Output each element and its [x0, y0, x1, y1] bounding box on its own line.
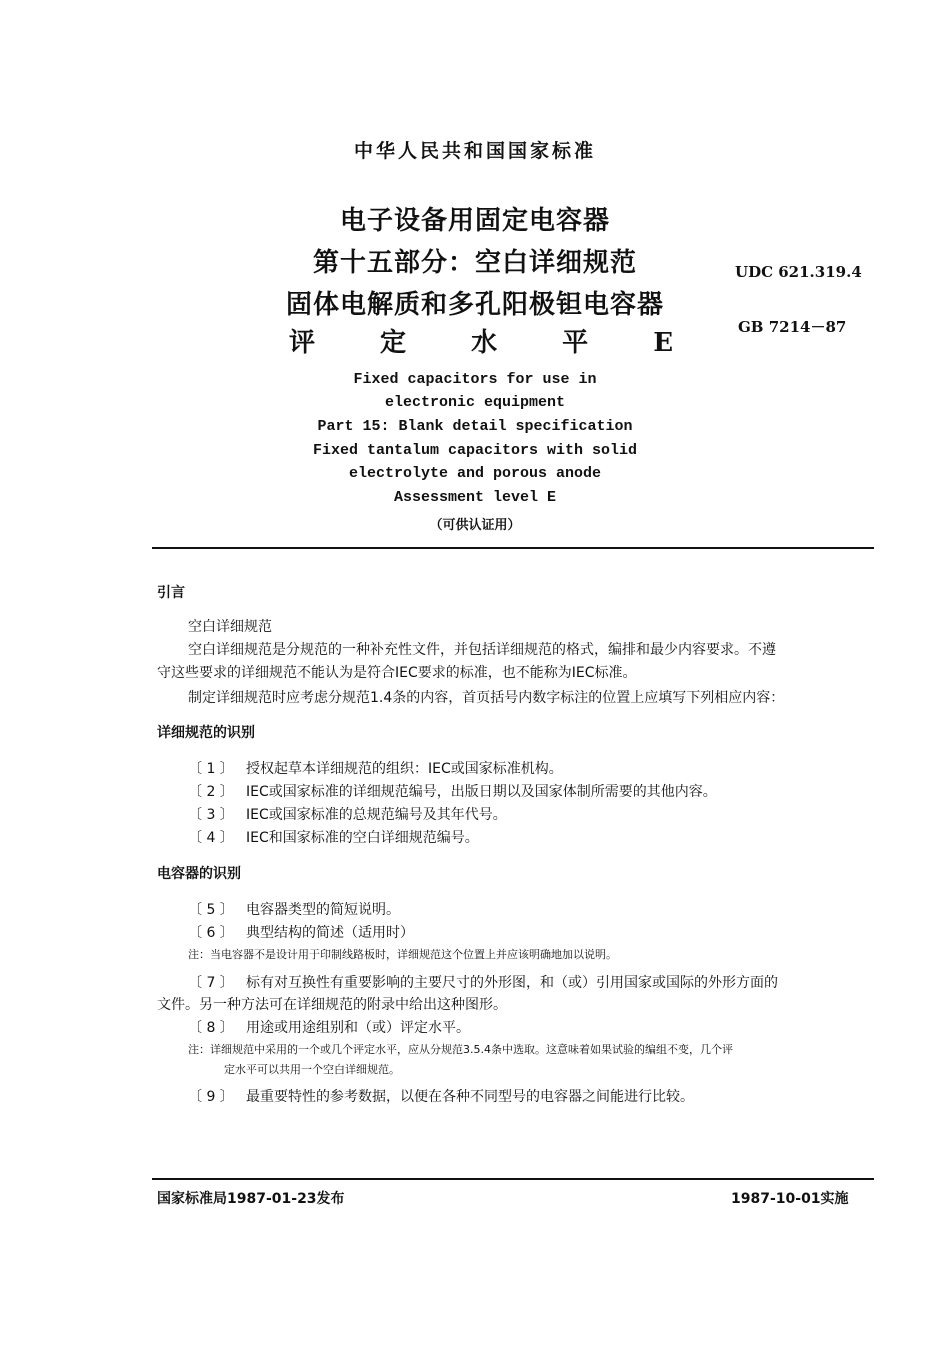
title-zh-line-4: 评 定 水 平 E [288, 328, 702, 358]
list-item [188, 758, 563, 778]
list-item [188, 827, 479, 847]
title-en-line-6: Assessment level E [393, 489, 557, 506]
intro-paragraph-2-line-1: 空白详细规范是分规范的一种补充性文件，并包括详细规范的格式，编排和最少内容要求。不遵 [188, 642, 776, 658]
list-item [188, 922, 414, 942]
title-zh-line-2: 第十五部分：空白详细规范 [312, 248, 637, 278]
list-item [188, 1017, 470, 1037]
item-text: 授权起草本详细规范的组织：IEC或国家标准机构。 [246, 761, 563, 777]
item-7-continuation: 文件。另一种方法可在详细规范的附录中给出这种图形。 [157, 997, 507, 1013]
note-assessment-level-line-1: 注：详细规范中采用的一个或几个评定水平，应从分规范3.5.4条中选取。这意味着如果试验的编组不变，几个评 [188, 1043, 733, 1056]
item-number: 〔 7 〕 [188, 975, 234, 991]
item-text: 标有对互换性有重要影响的主要尺寸的外形图，和（或）引用国家或国际的外形方面的 [246, 975, 778, 991]
item-number: 〔 6 〕 [188, 925, 234, 941]
item-number: 〔 8 〕 [188, 1020, 234, 1036]
item-text: 最重要特性的参考数据，以便在各种不同型号的电容器之间能进行比较。 [246, 1089, 694, 1105]
note-pcb: 注：当电容器不是设计用于印制线路板时，详细规范这个位置上并应该明确地加以说明。 [188, 948, 617, 961]
section-heading-spec-identification: 详细规范的识别 [157, 725, 255, 741]
title-en-line-2: electronic equipment [384, 394, 566, 411]
bottom-divider [152, 1178, 874, 1180]
intro-paragraph-3: 制定详细规范时应考虑分规范1.4条的内容，首页括号内数字标注的位置上应填写下列相应内容： [188, 690, 785, 706]
item-text: IEC或国家标准的总规范编号及其年代号。 [246, 807, 507, 823]
list-item [188, 972, 778, 992]
item-number: 〔 9 〕 [188, 1089, 234, 1105]
intro-paragraph-1: 空白详细规范 [188, 619, 272, 635]
note-assessment-level-line-2: 定水平可以共用一个空白详细规范。 [224, 1063, 400, 1076]
udc-code: UDC 621.319.4 [735, 263, 862, 281]
certification-note: （可供认证用） [429, 518, 521, 533]
national-standard-header: 中华人民共和国国家标准 [353, 140, 596, 162]
list-item [188, 899, 400, 919]
item-text: 用途或用途组别和（或）评定水平。 [246, 1020, 470, 1036]
item-text: 典型结构的简述（适用时） [246, 925, 414, 941]
item-text: IEC和国家标准的空白详细规范编号。 [246, 830, 479, 846]
title-en-line-5: electrolyte and porous anode [348, 465, 602, 482]
list-item [188, 1086, 694, 1106]
item-text: 电容器类型的简短说明。 [246, 902, 400, 918]
item-number: 〔 2 〕 [188, 784, 234, 800]
title-en-line-1: Fixed capacitors for use in [353, 371, 597, 388]
item-number: 〔 4 〕 [188, 830, 234, 846]
title-zh-line-1: 电子设备用固定电容器 [339, 206, 610, 236]
intro-paragraph-2-line-2: 守这些要求的详细规范不能认为是符合IEC要求的标准，也不能称为IEC标准。 [157, 665, 637, 681]
title-zh-line-3: 固体电解质和多孔阳极钽电容器 [285, 290, 664, 320]
title-en-line-4: Fixed tantalum capacitors with solid [312, 442, 638, 459]
list-item [188, 781, 717, 801]
title-en-line-3: Part 15: Blank detail specification [317, 418, 633, 435]
intro-heading: 引言 [157, 585, 185, 601]
item-number: 〔 3 〕 [188, 807, 234, 823]
effective-date: 1987-10-01实施 [731, 1191, 849, 1207]
item-number: 〔 1 〕 [188, 761, 234, 777]
list-item [188, 804, 507, 824]
gb-code: GB 7214－87 [738, 318, 847, 336]
issue-date: 国家标准局1987-01-23发布 [157, 1191, 345, 1207]
top-divider [152, 547, 874, 549]
item-text: IEC或国家标准的详细规范编号，出版日期以及国家体制所需要的其他内容。 [246, 784, 717, 800]
item-number: 〔 5 〕 [188, 902, 234, 918]
section-heading-capacitor-identification: 电容器的识别 [157, 866, 241, 882]
